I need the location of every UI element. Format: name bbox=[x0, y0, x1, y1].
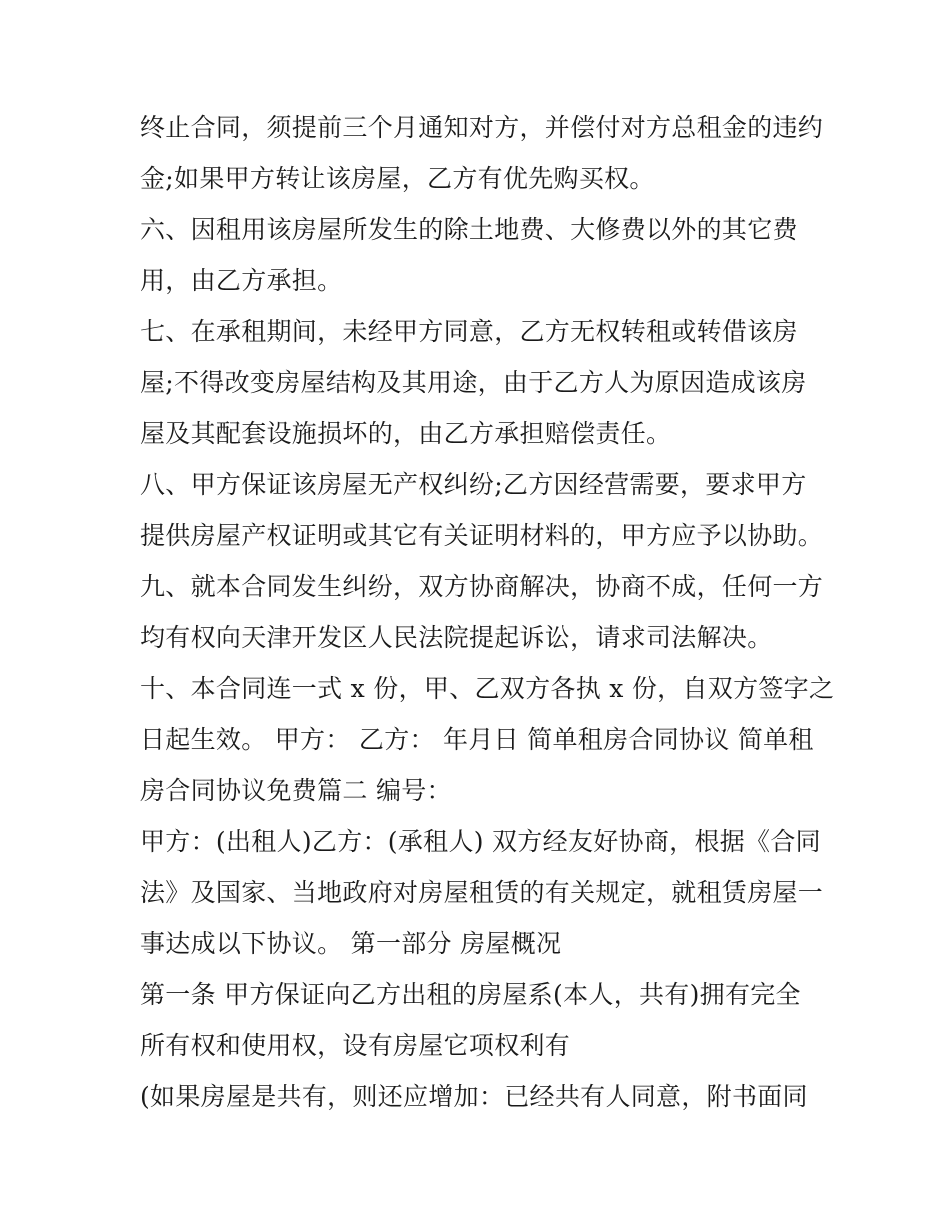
text-line: 第一条 甲方保证向乙方出租的房屋系(本人，共有)拥有完全 bbox=[140, 980, 801, 1009]
text-line: 屋;不得改变房屋结构及其用途，由于乙方人为原因造成该房 bbox=[140, 368, 807, 397]
text-line: 甲方：(出租人)乙方：(承租人) 双方经友好协商，根据《合同 bbox=[140, 827, 821, 856]
text-line: 事达成以下协议。 第一部分 房屋概况 bbox=[140, 929, 562, 958]
text-line: 八、甲方保证该房屋无产权纠纷;乙方因经营需要，要求甲方 bbox=[140, 470, 807, 499]
text-line: (如果房屋是共有，则还应增加：已经共有人同意，附书面同 bbox=[140, 1082, 808, 1111]
text-line: 金;如果甲方转让该房屋，乙方有优先购买权。 bbox=[140, 164, 655, 193]
text-line: 用，由乙方承担。 bbox=[140, 266, 343, 295]
text-line: 均有权向天津开发区人民法院提起诉讼，请求司法解决。 bbox=[140, 623, 773, 652]
text-line: 日起生效。 甲方： 乙方： 年月日 简单租房合同协议 简单租 bbox=[140, 725, 814, 754]
text-line: 六、因租用该房屋所发生的除土地费、大修费以外的其它费 bbox=[140, 215, 798, 244]
text-line: 终止合同，须提前三个月通知对方，并偿付对方总租金的违约 bbox=[140, 113, 824, 142]
text-line: 十、本合同连一式 x 份，甲、乙双方各执 x 份，自双方签字之 bbox=[140, 674, 835, 703]
text-line: 提供房屋产权证明或其它有关证明材料的，甲方应予以协助。 bbox=[140, 521, 824, 550]
text-line: 七、在承租期间，未经甲方同意，乙方无权转租或转借该房 bbox=[140, 317, 798, 346]
text-line: 房合同协议免费篇二 编号： bbox=[140, 776, 452, 805]
text-line: 屋及其配套设施损坏的，由乙方承担赔偿责任。 bbox=[140, 419, 672, 448]
text-line: 法》及国家、当地政府对房屋租赁的有关规定，就租赁房屋一 bbox=[140, 878, 824, 907]
text-line: 九、就本合同发生纠纷，双方协商解决，协商不成，任何一方 bbox=[140, 572, 824, 601]
text-line: 所有权和使用权，设有房屋它项权利有 bbox=[140, 1031, 571, 1060]
document-body bbox=[140, 102, 835, 1122]
